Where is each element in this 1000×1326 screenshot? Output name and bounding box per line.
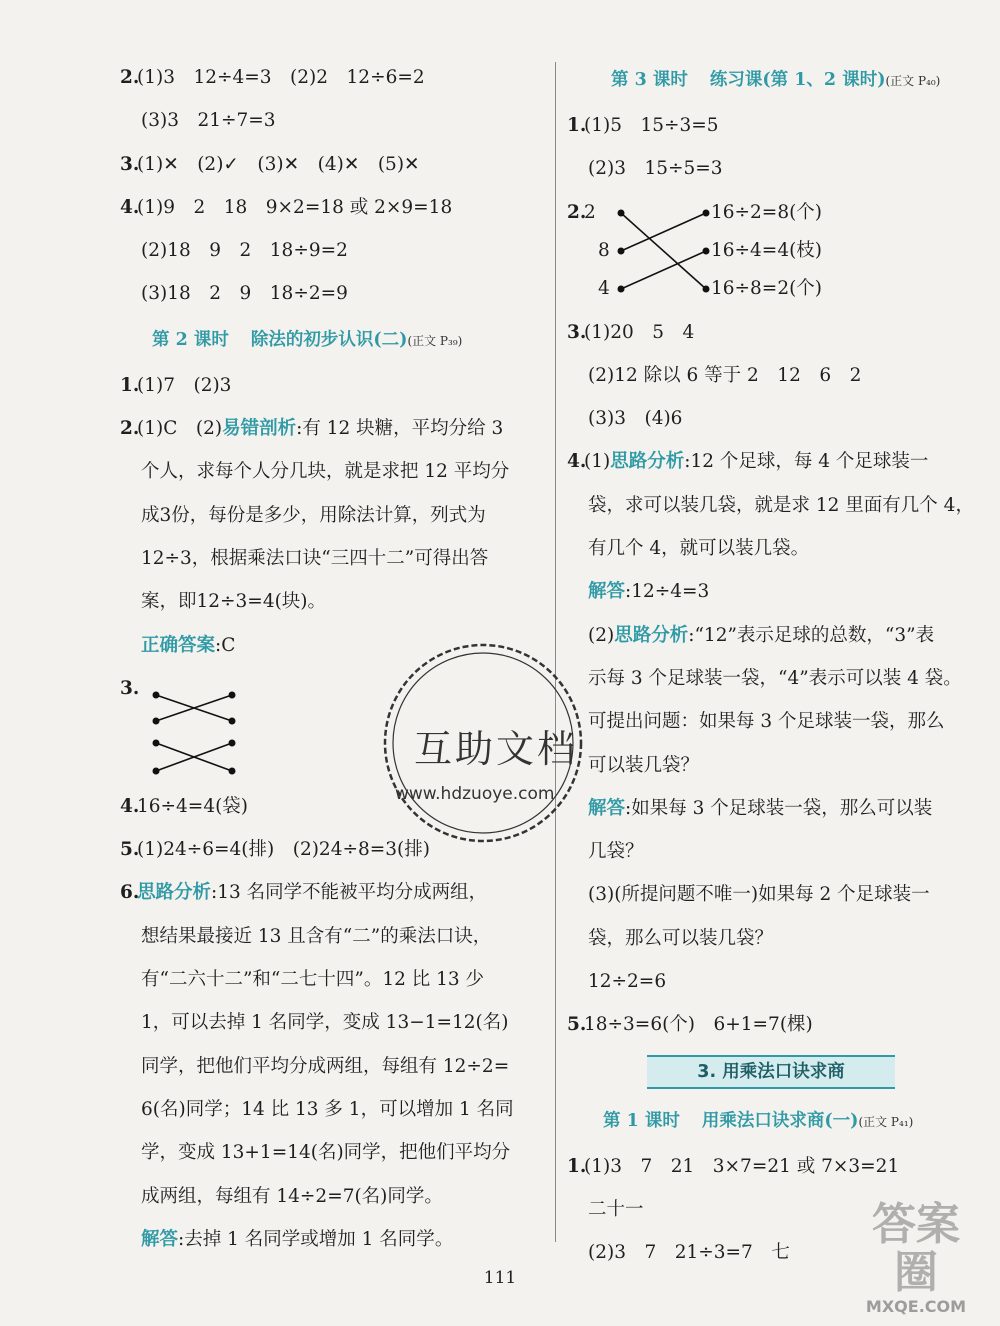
answer-line: (2)思路分析:“12”表示足球的总数，“3”表 [588,624,935,646]
answer-line: 12÷2=6 [588,971,667,993]
match-left-item: 8 [598,239,610,261]
answer-line: 成3份，每份是多少，用除法计算，列式为 [141,504,486,526]
match-left-item: 4 [598,277,610,299]
answer-line: 1，可以去掉 1 名同学，变成 13−1=12(名) [141,1012,509,1034]
match-left-item: 2 [584,201,596,223]
section-heading: 3. 用乘法口诀求商 [647,1055,895,1089]
answer-line: 3.(1)✕ (2)✓ (3)✕ (4)✕ (5)✕ [120,153,420,175]
match-right-item: 16÷2=8(个) [711,201,823,223]
match-diagram: 2.2 8 4 16÷2=8(个) 16÷4=4(枝) 16÷8=2(个) [567,191,967,311]
answer-line: (3)18 2 9 18÷2=9 [141,283,348,305]
answer-line: 2.(1)3 12÷4=3 (2)2 12÷6=2 [120,67,425,88]
answer-line: (3)3 (4)6 [588,408,683,430]
answer-line: 1.(1)7 (2)3 [120,374,232,396]
lesson-heading: 第 2 课时 除法的初步认识(二)(正文 P₃₉) [152,329,463,350]
lesson-heading: 第 1 课时 用乘法口诀求商(一)(正文 P₄₁) [603,1110,914,1131]
answer-line: 案，即12÷3=4(块)。 [141,591,327,613]
answer-line: 有几个 4，就可以装几袋。 [588,538,810,560]
match-right-item: 16÷4=4(枝) [711,239,823,261]
watermark-logo-text: 答案圈 [872,1199,960,1298]
page-number: 111 [483,1268,517,1288]
answer-line: 学，变成 13+1=14(名)同学，把他们平均分 [141,1142,511,1164]
answer-line: 个人，求每个人分几块，就是求把 12 平均分 [141,461,510,483]
lesson-heading: 第 3 课时 练习课(第 1、2 课时)(正文 P₄₀) [611,70,941,90]
answer-line: 解答:如果每 3 个足球装一袋，那么可以装 [588,797,933,819]
answer-line: 有“二六十二”和“二七十四”。12 比 13 少 [141,969,485,991]
answer-line: 示每 3 个足球装一袋，“4”表示可以装 4 袋。 [588,667,962,689]
answer-line: 12÷3，根据乘法口诀“三四十二”可得出答 [141,547,489,569]
stamp-text: 互助文档 [413,727,578,771]
answer-line: 成两组，每组有 14÷2=7(名)同学。 [141,1185,443,1207]
answer-line: 1.(1)5 15÷3=5 [567,115,719,136]
answer-line: 5.(1)24÷6=4(排) (2)24÷8=3(排) [120,839,430,861]
stamp-url: www.hdzuoye.com [395,784,555,804]
answer-line: 可以装几袋？ [588,754,700,776]
match-lines-icon [611,191,731,311]
answer-line: 4.(1)9 2 18 9×2=18 或 2×9=18 [120,196,453,218]
answer-line: 4.(1)思路分析:12 个足球，每 4 个足球装一 [567,451,929,473]
answer-line: 正确答案:C [141,634,236,656]
answer-line: 4.16÷4=4(袋) [120,795,249,817]
cross-lines-icon [144,737,264,777]
answer-line: 想结果最接近 13 且含有“二”的乘法口诀， [141,925,492,947]
answer-line: 6(名)同学；14 比 13 多 1，可以增加 1 名同 [141,1098,514,1120]
answer-line: 二十一 [588,1198,644,1220]
answer-line: 可提出问题：如果每 3 个足球装一袋，那么 [588,711,945,733]
answer-line: 3.(1)20 5 4 [567,321,695,343]
answer-line: (2)12 除以 6 等于 2 12 6 2 [588,364,862,386]
answer-line: 解答:去掉 1 名同学或增加 1 名同学。 [141,1228,454,1250]
answer-line: 5.18÷3=6(个) 6+1=7(棵) [567,1014,813,1036]
answer-line: (2)18 9 2 18÷9=2 [141,240,348,262]
answer-line: 解答:12÷4=3 [588,581,710,603]
answer-line: (3)(所提问题不唯一)如果每 2 个足球装一 [588,884,930,906]
answer-line: (2)3 15÷5=3 [588,158,723,180]
answer-line: 同学，把他们平均分成两组，每组有 12÷2= [141,1055,510,1077]
site-watermark [860,1201,972,1316]
answer-line: (2)3 7 21÷3=7 七 [588,1242,790,1264]
answer-line: 1.(1)3 7 21 3×7=21 或 7×3=21 [567,1155,900,1177]
answer-line: 袋，那么可以装几袋？ [588,927,774,949]
right-column [567,56,974,1275]
match-right-item: 16÷8=2(个) [711,277,823,299]
watermark-url: MXQE.COM [865,1297,967,1316]
answer-line: 几袋？ [588,841,644,863]
answer-line: 2.(1)C (2)易错剖析:有 12 块糖，平均分给 3 [120,418,504,440]
cross-match-diagram: 3. [120,667,545,755]
answer-line: 袋，求可以装几袋，就是求 12 里面有几个 4， [588,494,974,516]
answer-line: (3)3 21÷7=3 [141,110,276,132]
answer-line: 6.思路分析:13 名同学不能被平均分成两组， [120,882,488,904]
